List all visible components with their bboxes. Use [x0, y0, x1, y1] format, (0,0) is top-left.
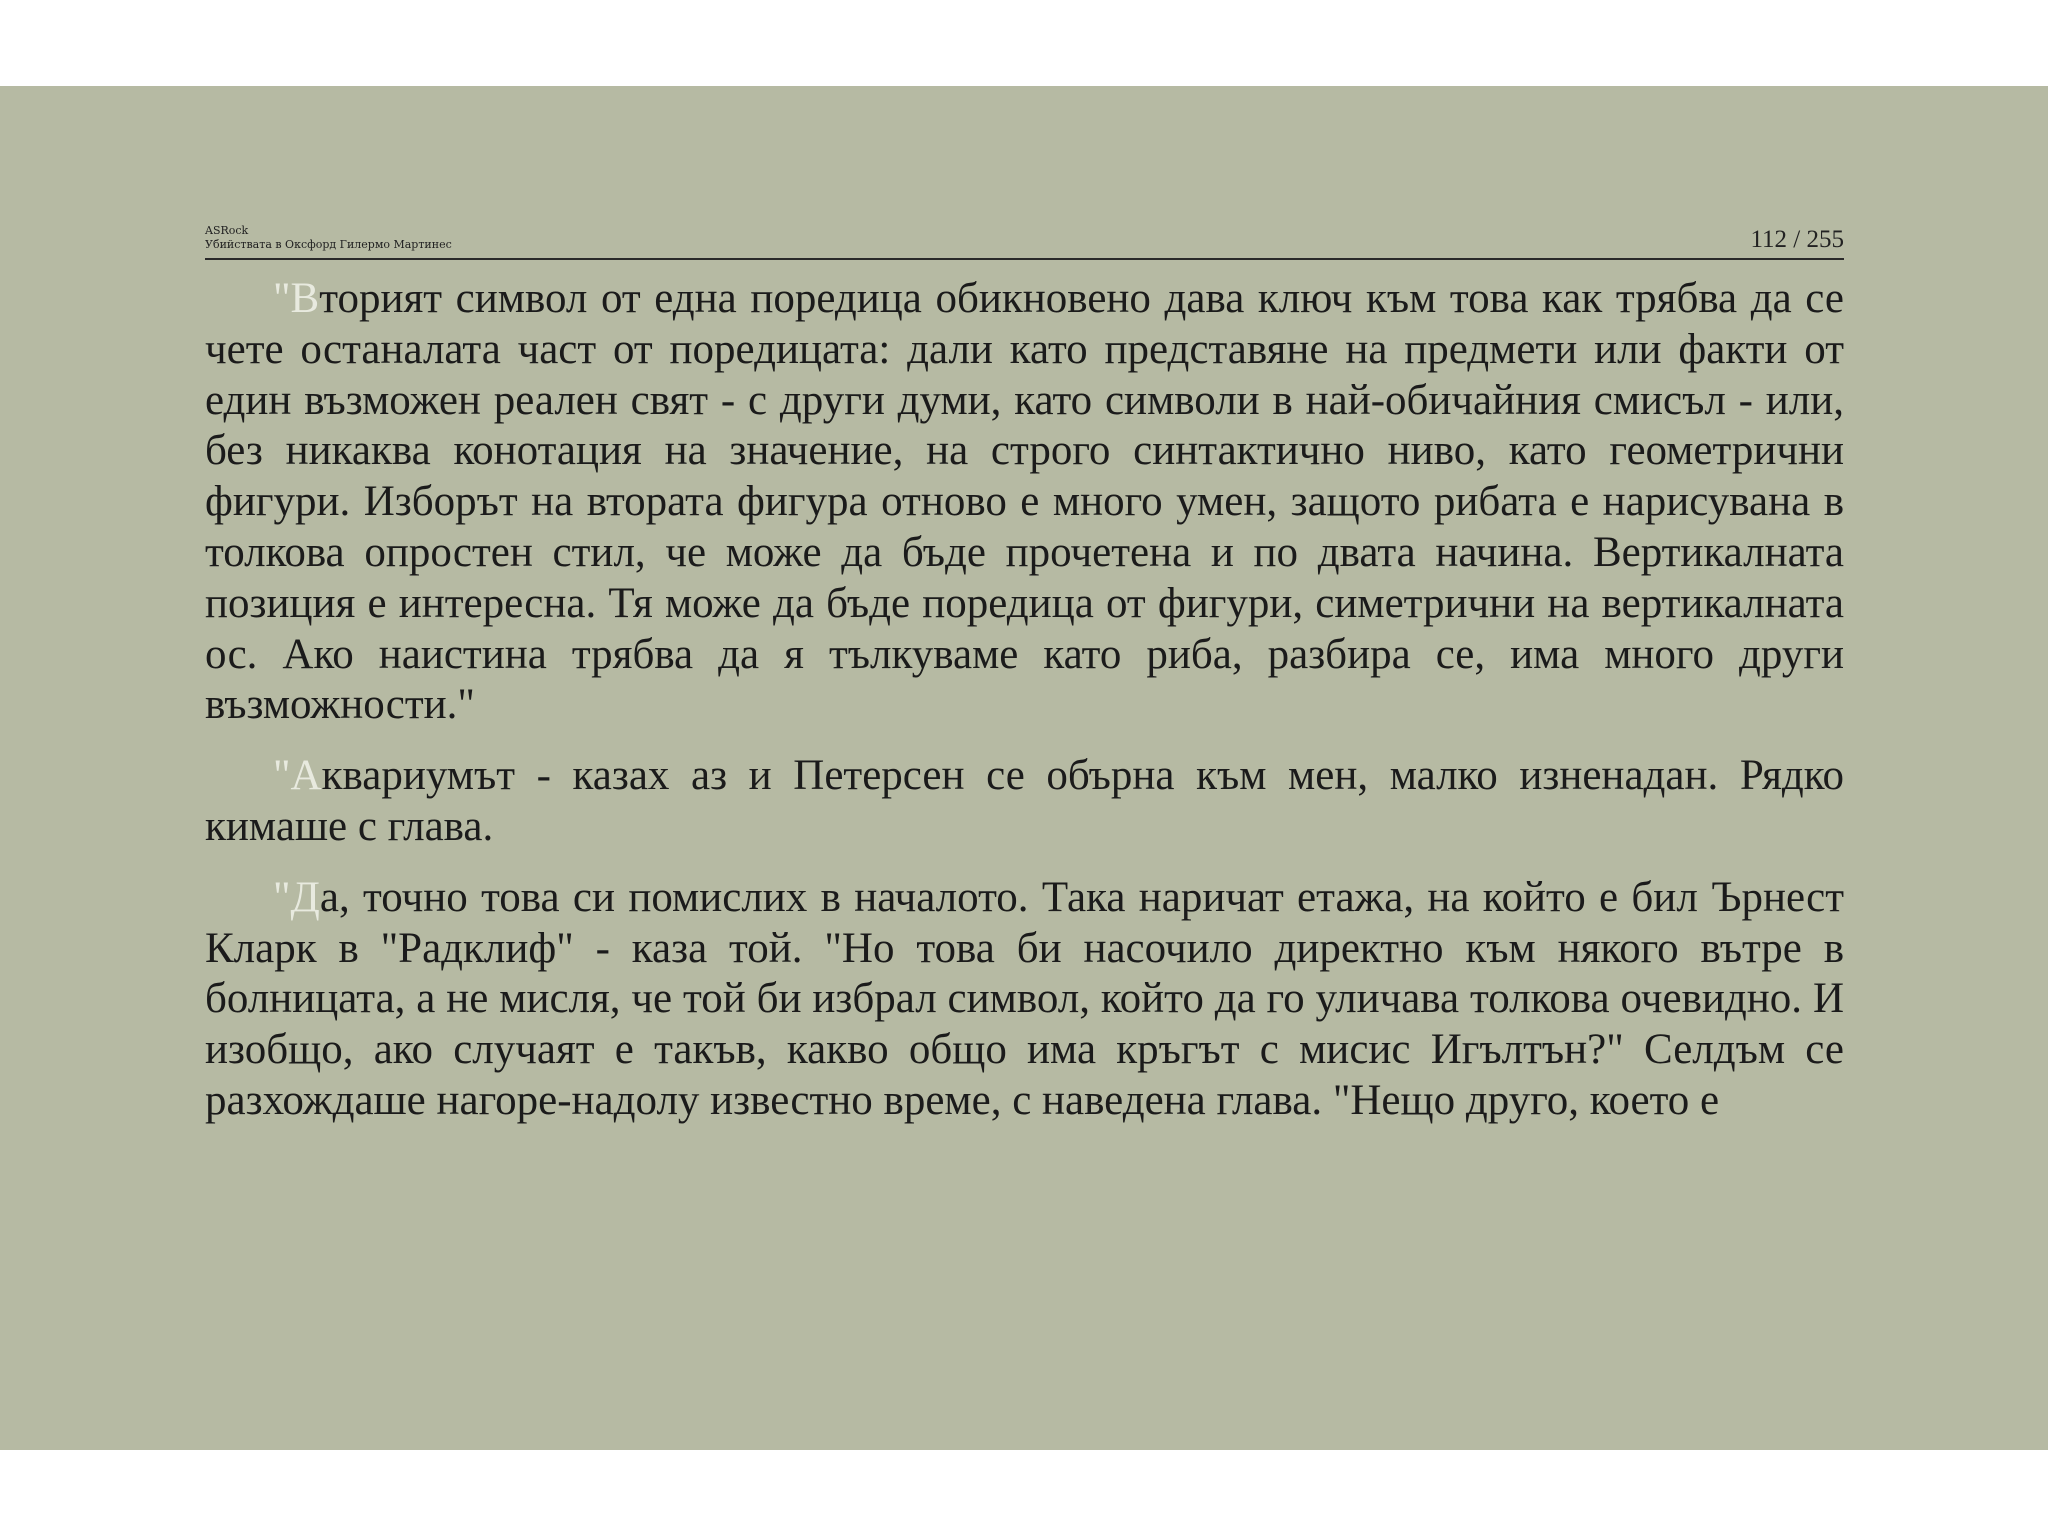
device-label: ASRock: [205, 224, 249, 237]
paragraph-lead: "Д: [273, 873, 320, 921]
paragraph-lead: "В: [273, 275, 320, 322]
paragraph-lead: "А: [273, 752, 322, 800]
book-title: Убийствата в Оксфорд Гилермо Мартинес: [205, 238, 452, 251]
paragraph-text: торият символ от една поредица обикновено дава ключ към това как трябва да се чете останалата част от поредицата: дали като представяне на предмети или факти от един възможен реален свят - с други думи, като символи в най-обичайния смисъл - или, без никаква конотация на значение, на строго синтактично ниво, като геометрични фигури. Изборът на втората фигура отново е много умен, защото рибата е нарисувана в толкова опростен стил, че може да бъде прочетена и по двата начина. Вертикалната позиция е интересна. Тя може да бъде поредица от фигури, симетрични на вертикалната ос. Ако наистина трябва да я тълкуваме като риба, разбира се, има много други възможности.": [205, 275, 1844, 729]
paragraph-2: [205, 751, 1844, 853]
paragraph-text: квариумът - казах аз и Петерсен се обърна към мен, малко изненадан. Рядко кимаше с глава.: [205, 752, 1844, 850]
page-header: [205, 136, 1844, 260]
book-text: [205, 274, 1844, 1147]
paragraph-3: [205, 873, 1844, 1127]
page-counter: 112 / 255: [1750, 226, 1844, 253]
paragraph-1: [205, 274, 1844, 731]
paragraph-text: а, точно това си помислих в началото. Така наричат етажа, на който е бил Ърнест Кларк в "Радклиф" - каза той. "Но това би насочило директно към някого вътре в болницата, а не мисля, че той би избрал символ, който да го уличава толкова очевидно. И изобщо, ако случаят е такъв, какво общо има кръгът с мисис Игълтън?" Селдъм се разхождаше нагоре-надолу известно време, с наведена глава. "Нещо друго, което е: [205, 873, 1844, 1124]
